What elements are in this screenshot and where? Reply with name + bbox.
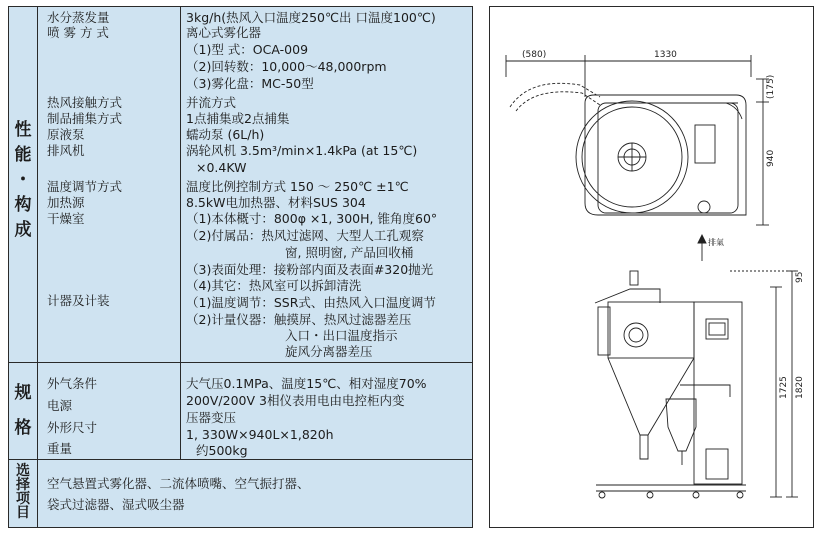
drawing-svg <box>490 7 813 527</box>
spec-table <box>8 6 473 528</box>
dim-580: (580) <box>522 50 547 60</box>
exhaust-label: 排氣 <box>708 238 724 247</box>
row-divider <box>9 362 472 363</box>
options-line-1: 空气悬置式雾化器、二流体喷嘴、空气振打器、 <box>47 476 310 491</box>
value-evaporation: 3kg/h(热风入口温度250℃出 口温度100℃) <box>186 10 436 25</box>
value-atomizer-type: （1)型 式：OCA-009 <box>186 42 309 57</box>
label-spray-method: 喷 雾 方 式 <box>47 25 109 40</box>
label-collection-method: 制品捕集方式 <box>47 111 123 126</box>
value-meters-2: 入口・出口温度指示 <box>285 328 398 343</box>
label-instruments: 计器及计装 <box>47 293 110 308</box>
value-accessories: （2)付属品：热风过滤网、大型人工孔观察 <box>186 228 424 243</box>
value-ambient: 大气压0.1MPa、温度15℃、相对湿度70% <box>186 376 427 391</box>
value-weight: 约500kg <box>196 443 248 458</box>
options-line-2: 袋式过滤器、湿式吸尘器 <box>47 497 185 512</box>
label-pump: 原液泵 <box>47 127 85 142</box>
label-ambient: 外气条件 <box>47 376 98 391</box>
value-contact: 并流方式 <box>186 95 237 110</box>
label-heat-source: 加热源 <box>47 195 85 210</box>
category-performance: 性 能 ・ 构 成 <box>14 120 32 240</box>
value-surface: （3)表面处理：接粉部内面及表面#320抛光 <box>186 262 434 277</box>
value-meters-3: 旋风分离器差压 <box>285 344 373 359</box>
value-collection: 1点捕集或2点捕集 <box>186 111 290 126</box>
category-options: 选 择 项 目 <box>16 463 30 521</box>
technical-drawing <box>489 6 814 528</box>
value-temp-adjust: （1)温度调节：SSR式、由热风入口温度调节 <box>186 295 436 310</box>
value-pump: 蠕动泵 (6L/h) <box>186 127 265 142</box>
row-divider <box>9 459 472 460</box>
value-meters: （2)计量仪器：触摸屏、热风过滤器差压 <box>186 312 412 327</box>
value-body-size: （1)本体概寸：800φ ×1, 300H, 锥角度60° <box>186 211 438 226</box>
dim-1330: 1330 <box>654 50 677 60</box>
value-disk: （3)雾化盘：MC-50型 <box>186 76 314 91</box>
label-temp-control: 温度调节方式 <box>47 179 123 194</box>
value-rpm: （2)回转数：10,000～48,000rpm <box>186 59 387 74</box>
label-evaporation: 水分蒸发量 <box>47 10 110 25</box>
value-temp-control: 温度比例控制方式 150 ～ 250℃ ±1℃ <box>186 179 409 194</box>
dim-1820: 1820 <box>795 376 805 399</box>
dim-175: (175) <box>766 74 776 99</box>
value-atomizer: 离心式雾化器 <box>186 25 262 40</box>
value-power: 200V/200V 3相仪表用电由电控柜内变 <box>186 393 405 408</box>
dim-940: 940 <box>766 149 776 167</box>
category-spec: 规 格 <box>14 383 32 438</box>
value-fan-power: ×0.4KW <box>196 160 247 175</box>
value-other: （4)其它：热风室可以拆卸清洗 <box>186 278 362 293</box>
category-divider <box>37 7 38 527</box>
dim-1725: 1725 <box>779 376 789 399</box>
value-divider <box>180 7 181 459</box>
value-heater: 8.5kW电加热器、材料SUS 304 <box>186 195 366 210</box>
dim-95: 95 <box>795 271 805 283</box>
label-dimensions: 外形尺寸 <box>47 420 98 435</box>
value-dimensions: 1, 330W×940L×1,820h <box>186 427 334 442</box>
label-exhaust-fan: 排风机 <box>47 143 85 158</box>
value-power-2: 压器变压 <box>186 410 237 425</box>
label-power: 电源 <box>47 398 73 413</box>
label-drying-chamber: 干燥室 <box>47 211 85 226</box>
value-accessories-2: 窗, 照明窗, 产品回收桶 <box>285 245 414 260</box>
label-weight: 重量 <box>47 441 73 456</box>
value-fan: 涡轮风机 3.5m³/min×1.4kPa (at 15℃) <box>186 143 418 158</box>
label-contact-method: 热风接触方式 <box>47 95 123 110</box>
